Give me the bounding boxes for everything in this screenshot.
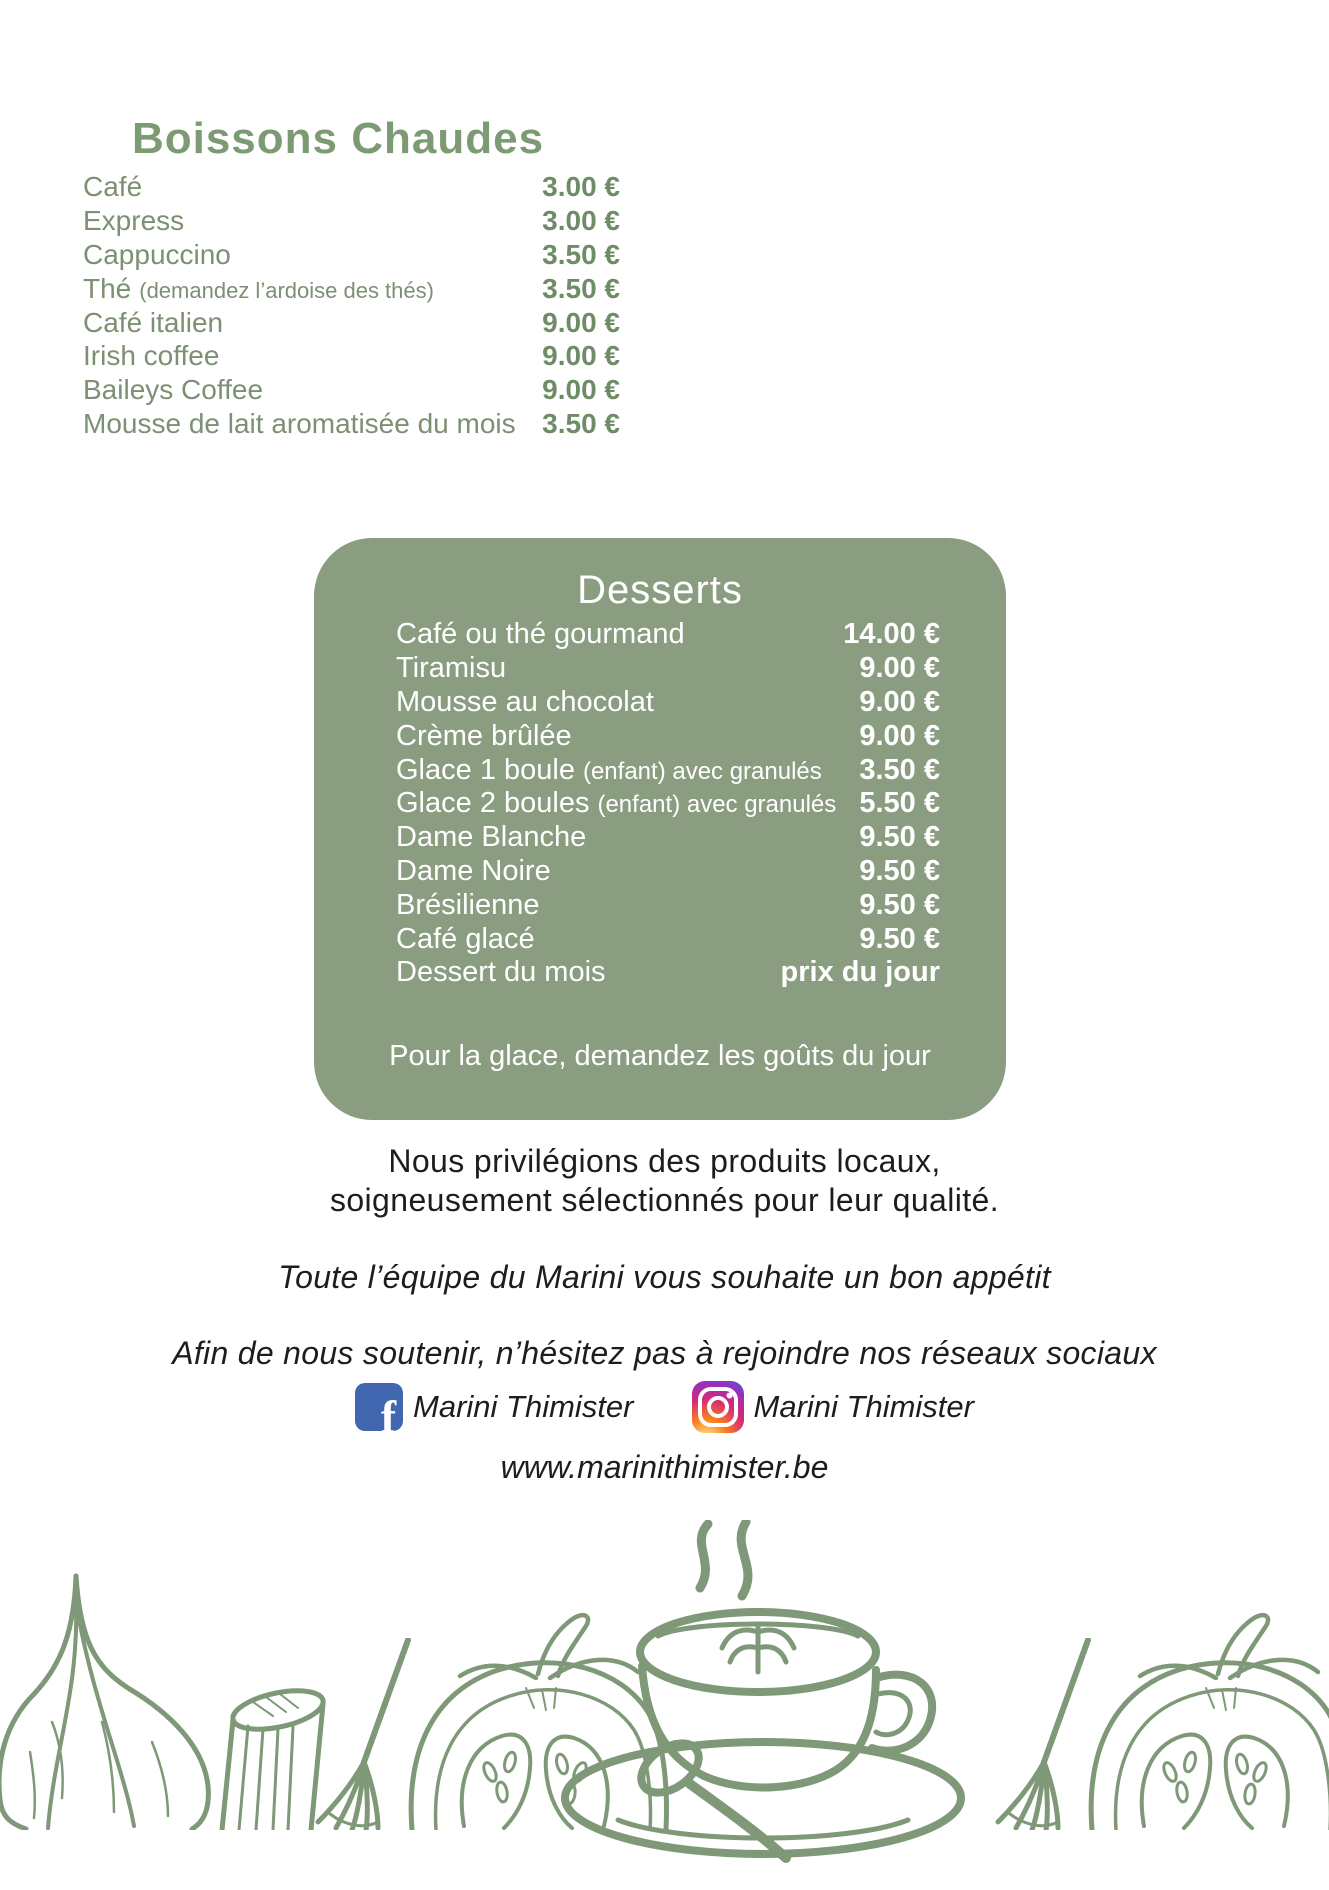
item-name: Mousse de lait aromatisée du mois [83,408,516,440]
social-invite-line: Afin de nous soutenir, n’hésitez pas à rejoindre nos réseaux sociaux [172,1335,1157,1371]
menu-item-row [396,719,940,753]
menu-item-row [396,686,940,720]
item-price: 9.00 € [859,652,940,685]
item-name: Dame Blanche [396,821,587,854]
whisk-illustration [312,1638,412,1830]
item-name: Brésilienne [396,888,540,921]
menu-item-row [396,787,940,821]
tomato-half-illustration [1078,1612,1329,1830]
menu-item-row [83,238,620,272]
website-url[interactable]: www.marinithimister.be [500,1449,829,1485]
item-note: (demandez l’ardoise des thés) [139,277,434,303]
item-price: 3.50 € [859,753,940,786]
menu-item-row [83,339,620,373]
item-price: 3.50 € [542,238,620,270]
item-price: 3.50 € [542,408,620,440]
menu-item-row [83,204,620,238]
item-price: 3.50 € [542,272,620,304]
hot-drinks-list [83,170,620,441]
instagram-icon[interactable] [692,1381,744,1433]
item-name: Baileys Coffee [83,374,264,406]
facebook-handle: Marini Thimister [413,1389,634,1424]
greeting-line: Toute l’équipe du Marini vous souhaite un bon appétit [278,1259,1051,1295]
item-price: 3.00 € [542,204,620,236]
menu-item-row [83,306,620,340]
quality-line-1: Nous privilégions des produits locaux, [388,1143,941,1179]
desserts-footnote: Pour la glace, demandez les goûts du jour [389,1040,931,1072]
item-name: Crème brûlée [396,719,572,752]
item-price: 14.00 € [843,618,940,651]
garlic-illustration [0,1572,227,1830]
item-price: 9.50 € [859,888,940,921]
menu-item-row [396,652,940,686]
instagram-link[interactable] [692,1381,974,1433]
facebook-link[interactable] [355,1383,633,1431]
hot-drinks-title: Boissons Chaudes [131,114,545,163]
item-price: 9.50 € [859,821,940,854]
item-price: prix du jour [780,956,940,989]
item-name: Café italien [83,306,224,338]
item-name: Café [83,170,143,202]
item-name: Irish coffee [83,340,220,372]
desserts-title: Desserts [577,568,743,612]
item-price: 5.50 € [859,787,940,820]
item-name: Glace 2 boules [396,787,590,820]
item-price: 9.00 € [542,340,620,372]
menu-item-row [396,855,940,889]
whisk-illustration [992,1638,1092,1830]
menu-item-row [83,272,620,306]
menu-item-row [396,922,940,956]
social-row [0,1381,1329,1433]
desserts-card [314,538,1006,1120]
item-name: Café ou thé gourmand [396,618,685,651]
item-note: (enfant) avec granulés [582,757,822,785]
item-name: Café glacé [396,922,535,955]
desserts-list [396,618,940,990]
item-price: 9.00 € [859,685,940,718]
item-price: 9.50 € [859,922,940,955]
item-price: 9.00 € [859,719,940,752]
quality-statement [0,1142,1329,1220]
item-name: Glace 1 boule [396,753,575,786]
item-name: Mousse au chocolat [396,685,654,718]
item-name: Thé [83,272,132,304]
quality-line-2: soigneusement sélectionnés pour leur qualité. [329,1182,1000,1218]
menu-item-row [396,888,940,922]
menu-item-row [83,170,620,204]
item-name: Express [83,204,185,236]
menu-item-row [396,753,940,787]
item-note: (enfant) avec granulés [597,791,837,819]
menu-item-row [83,373,620,407]
item-price: 9.00 € [542,306,620,338]
menu-item-row [396,956,940,990]
item-name: Tiramisu [396,652,507,685]
menu-item-row [83,407,620,441]
item-price: 9.00 € [542,374,620,406]
item-name: Dame Noire [396,854,551,887]
menu-item-row [396,618,940,652]
item-price: 3.00 € [542,170,620,202]
item-name: Dessert du mois [396,956,606,989]
facebook-icon[interactable]: f [355,1383,403,1431]
instagram-handle: Marini Thimister [753,1389,974,1424]
coffee-cup-illustration [558,1520,1028,1872]
item-price: 9.50 € [859,854,940,887]
item-name: Cappuccino [83,238,231,270]
menu-item-row [396,821,940,855]
